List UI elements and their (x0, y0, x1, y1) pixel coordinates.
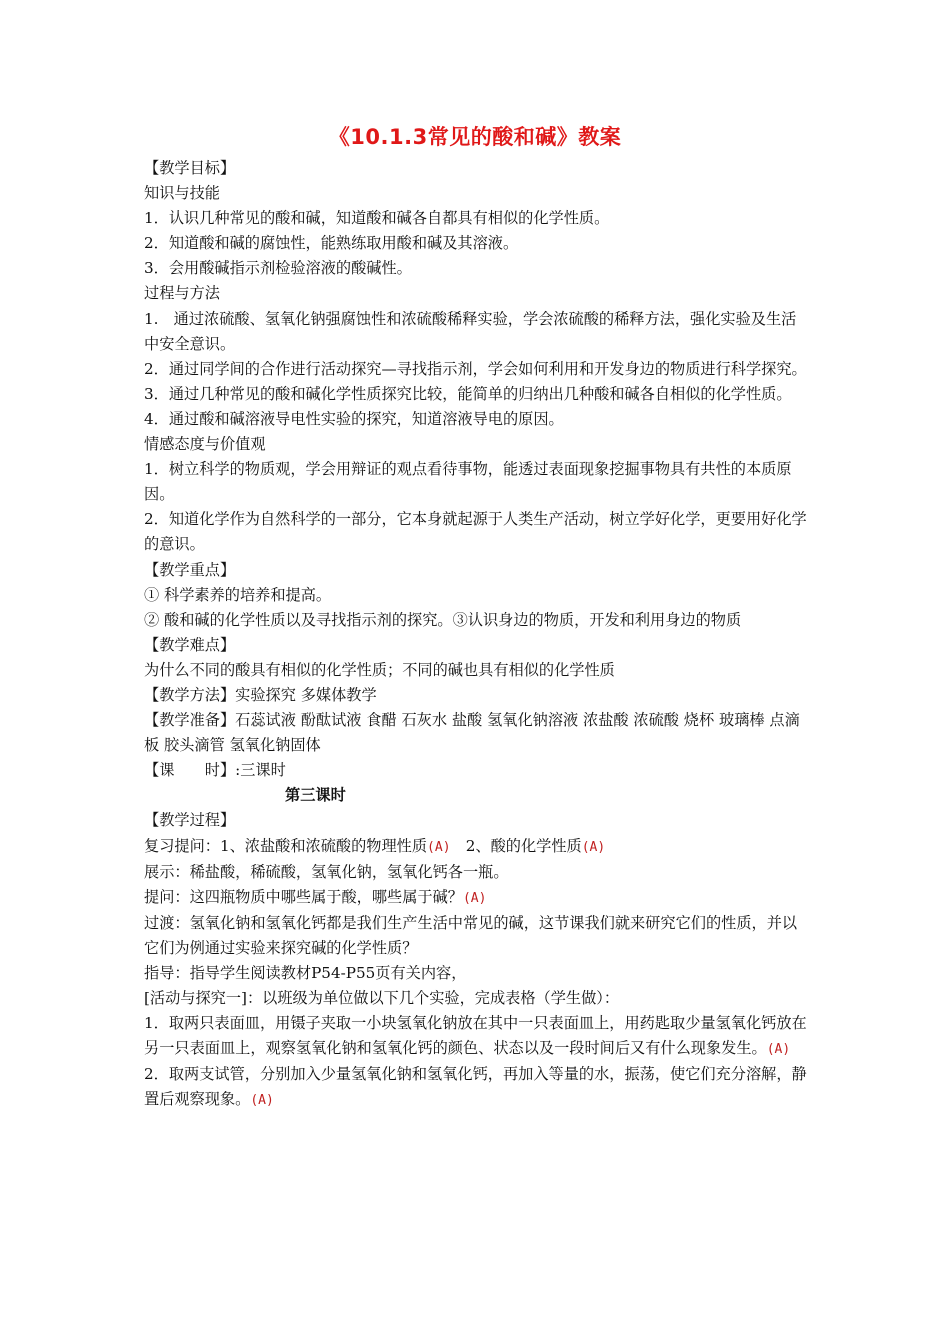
paragraph: 3．会用酸碱指示剂检验溶液的酸碱性。 (144, 259, 412, 278)
paragraph-experiment-2 (144, 1062, 808, 1113)
review-text-1: 复习提问：1、浓盐酸和浓硫酸的物理性质 (144, 836, 428, 855)
paragraph: 3．通过几种常见的酸和碱化学性质探究比较，能简单的归纳出几种酸和碱各自相似的化学性质。 (144, 384, 792, 403)
section-heading-difficulties: 【教学难点】 (144, 635, 236, 654)
section-heading-process: 【教学过程】 (144, 811, 236, 830)
paragraph: 过渡：氢氧化钠和氢氧化钙都是我们生产生活中常见的碱，这节课我们就来研究它们的性质，并以它们为例通过实验来探究碱的化学性质？ (144, 913, 798, 957)
paragraph-class-hours: 【课 时】:三课时 (144, 761, 286, 780)
mark-a: (A) (766, 1042, 791, 1058)
section-heading-key-points: 【教学重点】 (144, 560, 236, 579)
experiment-2-text: 2．取两支试管，分别加入少量氢氧化钠和氢氧化钙，再加入等量的水，振荡，使它们充分溶解，静置后观察现象。 (144, 1065, 807, 1109)
subheading-knowledge: 知识与技能 (144, 184, 220, 203)
paragraph-review (144, 834, 808, 860)
paragraph: 2．知道化学作为自然科学的一部分，它本身就起源于人类生产活动，树立学好化学，更要用好化学的意识。 (144, 510, 807, 554)
paragraph: 1．认识几种常见的酸和碱，知道酸和碱各自都具有相似的化学性质。 (144, 209, 610, 228)
paragraph: 指导：指导学生阅读教材P54-P55页有关内容， (144, 964, 467, 982)
mark-a: (A) (581, 839, 606, 855)
paragraph: ① 科学素养的培养和提高。 (144, 585, 332, 604)
paragraph: 4．通过酸和碱溶液导电性实验的探究，知道溶液导电的原因。 (144, 409, 564, 428)
paragraph-method: 【教学方法】实验探究 多媒体教学 (144, 685, 377, 704)
experiment-1-text: 1．取两只表面皿，用镊子夹取一小块氢氧化钠放在其中一只表面皿上，用药匙取少量氢氧化钙放在另一只表面皿上，观察氢氧化钠和氢氧化钙的颜色、状态以及一段时间后又有什么现象发生。 (144, 1014, 807, 1058)
paragraph: ② 酸和碱的化学性质以及寻找指示剂的探究。③认识身边的物质，开发和利用身边的物质 (144, 610, 742, 629)
mark-a: (A) (462, 890, 487, 906)
paragraph: 2．知道酸和碱的腐蚀性，能熟练取用酸和碱及其溶液。 (144, 234, 519, 253)
mark-a: (A) (427, 839, 451, 855)
paragraph: [活动与探究一]：以班级为单位做以下几个实验，完成表格（学生做）： (144, 989, 620, 1008)
paragraph: 为什么不同的酸具有相似的化学性质；不同的碱也具有相似的化学性质 (144, 660, 615, 679)
subheading-attitude: 情感态度与价值观 (144, 435, 266, 454)
paragraph: 1. 通过浓硫酸、氢氧化钠强腐蚀性和浓硫酸稀释实验，学会浓硫酸的稀释方法，强化实验及生活中安全意识。 (144, 309, 797, 353)
lesson-heading: 第三课时 (285, 786, 346, 805)
document-body (144, 156, 808, 1114)
document-title: 《10.1.3常见的酸和碱》教案 (328, 125, 622, 149)
section-heading-objectives: 【教学目标】 (144, 159, 236, 177)
paragraph-preparation: 【教学准备】石蕊试液 酚酞试液 食醋 石灰水 盐酸 氢氧化钠溶液 浓盐酸 浓硫酸 烧杯 玻璃棒 点滴板 胶头滴管 氢氧化钠固体 (144, 711, 800, 755)
paragraph: 1．树立科学的物质观，学会用辩证的观点看待事物，能透过表面现象挖掘事物具有共性的本质原因。 (144, 460, 792, 504)
subheading-process: 过程与方法 (144, 284, 220, 303)
review-text-2: 2、酸的化学性质 (450, 836, 582, 855)
paragraph-question (144, 885, 808, 911)
question-text: 提问：这四瓶物质中哪些属于酸，哪些属于碱？ (144, 887, 463, 906)
paragraph-experiment-1 (144, 1011, 808, 1062)
mark-a: (A) (250, 1093, 274, 1109)
paragraph: 展示：稀盐酸，稀硫酸，氢氧化钠，氢氧化钙各一瓶。 (144, 862, 509, 881)
paragraph: 2．通过同学间的合作进行活动探究—寻找指示剂，学会如何利用和开发身边的物质进行科学探究。 (144, 359, 807, 378)
